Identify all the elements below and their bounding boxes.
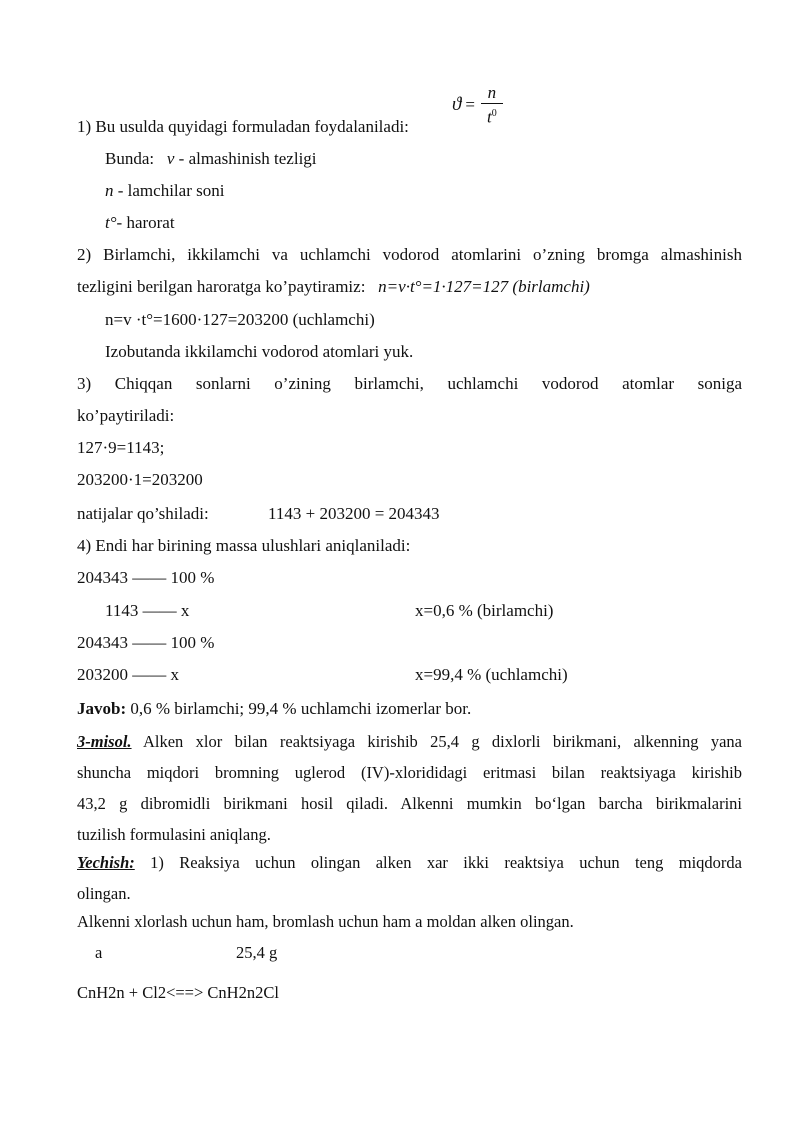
- result-primary: x=0,6 % (birlamchi): [415, 601, 554, 620]
- answer-label: Javob:: [77, 699, 127, 718]
- formula-fraction: [481, 83, 503, 128]
- proportion-2-part: 203200 —— x: [77, 665, 179, 684]
- step-2-text: 2) Birlamchi, ikkilamchi va uchlamchi vodorod atomlarini o’zning bromga almashinish: [77, 245, 742, 264]
- example-label: 3-misol.: [77, 732, 132, 751]
- definition-v: Bunda: v - almashinish tezligi: [105, 149, 317, 168]
- formula-denominator: $t^0$: [487, 107, 497, 127]
- example-3-line-2: shuncha miqdori bromning uglerod (IV)-xlorididagi eritmasi bilan reaktsiyaga kirishib: [77, 763, 742, 782]
- solution-label: Yechish:: [77, 853, 135, 872]
- proportion-1-total: 204343 —— 100 %: [77, 568, 215, 587]
- secondary-note: Izobutanda ikkilamchi vodorod atomlari yuk.: [105, 342, 414, 361]
- step-3-continuation: ko’paytiriladi:: [77, 406, 175, 425]
- proportion-2-total: 204343 —— 100 %: [77, 633, 215, 652]
- solution-line-2: olingan.: [77, 884, 131, 903]
- proportion-1-part: 1143 —— x: [105, 601, 190, 620]
- definition-t: t°- harorat: [105, 213, 175, 232]
- solution-heading: Yechish: 1) Reaksiya uchun olingan alken xar ikki reaktsiya uchun teng miqdorda: [77, 853, 742, 872]
- reaction-above-product: 25,4 g: [236, 943, 278, 962]
- velocity-formula: [452, 83, 503, 128]
- step-3-text: 3) Chiqqan sonlarni o’zining birlamchi, uchlamchi vodorod atomlar soniga: [77, 374, 742, 393]
- calc-tertiary: 203200·1=203200: [77, 470, 203, 489]
- sum-label: natijalar qo’shiladi:: [77, 504, 209, 523]
- step-4-text: 4) Endi har birining massa ulushlari aniqlaniladi:: [77, 536, 411, 555]
- step-2-formula-line: tezligini berilgan haroratga ko’paytiramiz: n=v·t°=1·127=127 (birlamchi): [77, 277, 590, 296]
- formula-lhs: ϑ: [452, 94, 462, 116]
- solution-line-3: Alkenni xlorlash uchun ham, bromlash uchun ham a moldan alken olingan.: [77, 912, 574, 931]
- example-3-line-3: 43,2 g dibromidli birikmani hosil qiladi. Alkenni mumkin bo‘lgan barcha birikmalarini: [77, 794, 742, 813]
- answer-line: Javob: 0,6 % birlamchi; 99,4 % uchlamchi izomerlar bor.: [77, 699, 472, 718]
- sum-value: 1143 + 203200 = 204343: [268, 504, 440, 523]
- step-1-text: 1) Bu usulda quyidagi formuladan foydalaniladi:: [77, 117, 409, 136]
- example-3-heading: 3-misol. Alken xlor bilan reaktsiyaga kirishib 25,4 g dixlorli birikmani, alkenning yana: [77, 732, 743, 751]
- example-3-line-4: tuzilish formulasini aniqlang.: [77, 825, 271, 844]
- result-tertiary: x=99,4 % (uchlamchi): [415, 665, 568, 684]
- calc-primary: 127·9=1143;: [77, 438, 165, 457]
- formula-equals: =: [465, 95, 475, 115]
- reaction-above-reactant: a: [95, 943, 103, 962]
- reaction-equation: CnH2n + Cl2<==> CnH2n2Cl: [77, 983, 279, 1002]
- formula-numerator: n: [487, 83, 497, 102]
- definition-n: n - lamchilar soni: [105, 181, 225, 200]
- tertiary-calculation: n=v ·t°=1600·127=203200 (uchlamchi): [105, 310, 375, 329]
